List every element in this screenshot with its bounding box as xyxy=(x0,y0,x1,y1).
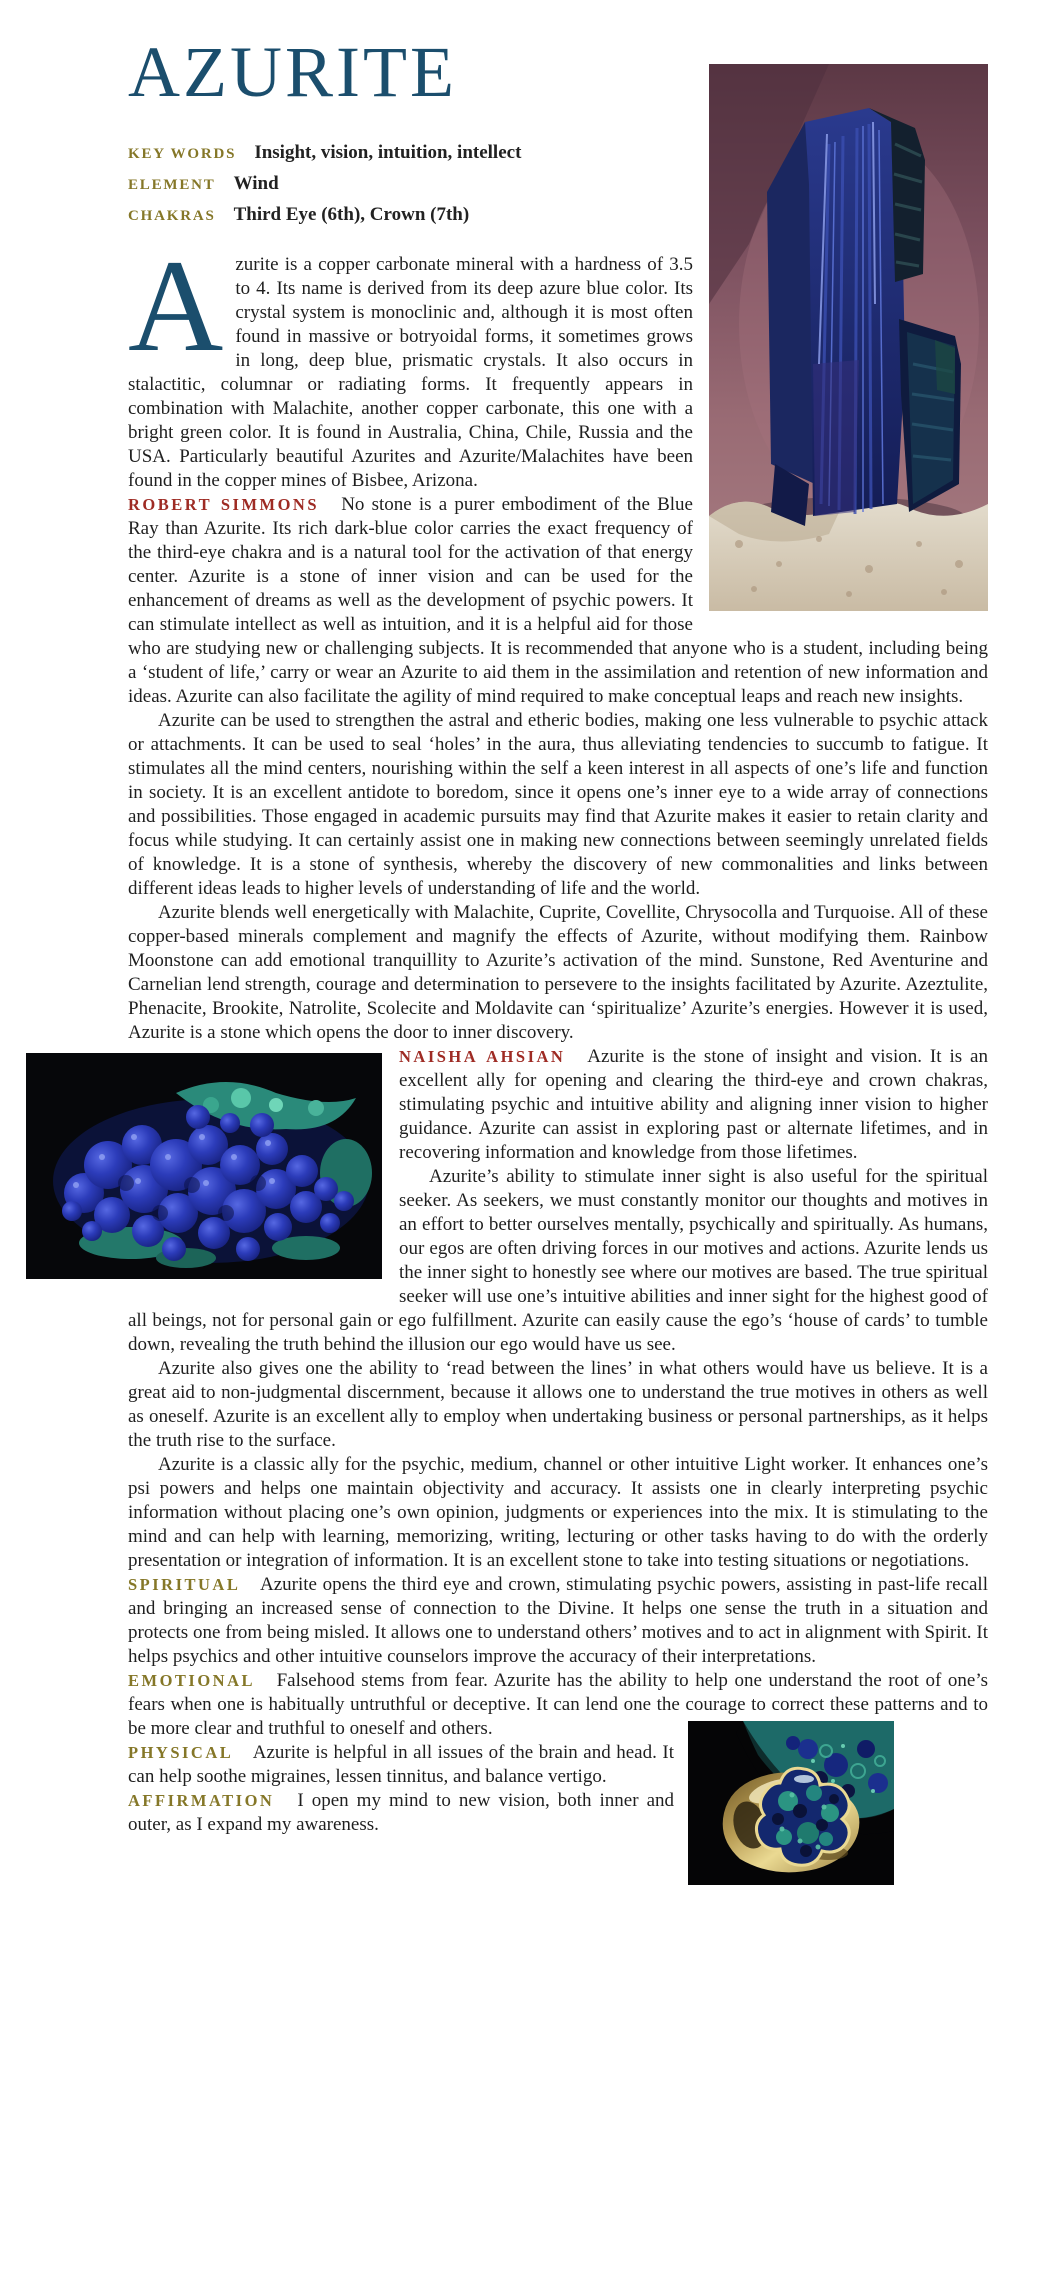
affirmation-text: I open my mind to new vision, both inner and outer, as I expand my awareness. xyxy=(128,1790,674,1835)
azurite-botryoidal-photo xyxy=(26,1053,382,1279)
naisha-ahsian-paragraph-3: Azurite also gives one the ability to ‘read between the lines’ in what others would have us believe. It is a great aid to non-judgmental discernment, because it allows one to understand the true motives in others as well as oneself. Azurite is an excellent ally to employ when undertaking business or personal partnerships, as it helps the truth rise to the surface. xyxy=(128,1358,988,1451)
naisha-ahsian-label: NAISHA AHSIAN xyxy=(399,1047,566,1066)
keywords-value: Insight, vision, intuition, intellect xyxy=(254,142,522,163)
naisha-ahsian-paragraph-4: Azurite is a classic ally for the psychic, medium, channel or other intuitive Light worker. It enhances one’s psi powers and helps one maintain objectivity and accuracy. It assists one in clearly interpreting psychic information without placing one’s own opinion, judgments or experiences into the mix. It is stimulating to the mind and can help with learning, memorizing, writing, lecturing or other tasks having to do with the orderly presentation or integration of information. It is an excellent stone to take into testing situations or negotiations. xyxy=(128,1454,988,1571)
emotional-paragraph xyxy=(128,1669,988,1741)
spiritual-text: Azurite opens the third eye and crown, stimulating psychic powers, assisting in past-life recall and bringing an increased sense of connection to the Divine. It helps one sense the truth in a situation and protects one from being misled. It allows one to understand others’ motives and to act in alignment with Spirit. It helps psychics and other intuitive counselors improve the accuracy of their interpretations. xyxy=(128,1574,988,1667)
emotional-label: EMOTIONAL xyxy=(128,1671,256,1690)
azurite-crystal-photo xyxy=(709,64,988,611)
intro-text: zurite is a copper carbonate mineral with a hardness of 3.5 to 4. Its name is derived from its deep azure blue color. Its crystal system is monoclinic and, although it is most often found in massive or botryoidal forms, it sometimes grows in long, deep blue, prismatic crystals. It also occurs in stalactitic, columnar or radiating forms. It frequently appears in combination with Malachite, another copper carbonate, this one with a bright green color. It is found in Australia, China, Chile, Russia and the USA. Particularly beautiful Azurites and Azurite/Malachites have been found in the copper mines of Bisbee, Arizona. xyxy=(128,254,693,491)
physical-text: Azurite is helpful in all issues of the brain and head. It can help soothe migraines, lessen tinnitus, and balance vertigo. xyxy=(128,1742,674,1787)
emotional-text-after: to correct these patterns and to be more clear and truthful to oneself and others. xyxy=(128,1694,988,1739)
azurite-crystal-illustration xyxy=(709,64,988,611)
robert-simmons-label: ROBERT SIMMONS xyxy=(128,495,320,514)
physical-label: PHYSICAL xyxy=(128,1743,234,1762)
azurite-ring-photo xyxy=(688,1721,894,1885)
element-value: Wind xyxy=(233,173,279,194)
robert-simmons-paragraph-2: Azurite can be used to strengthen the astral and etheric bodies, making one less vulnerable to psychic attack or attachments. It can be used to seal ‘holes’ in the aura, thus alleviating tendencies to succumb to fatigue. It stimulates all the mind centers, nourishing within the self a keen interest in all aspects of one’s life and function in society. It is an excellent antidote to boredom, since it opens one’s inner eye to a wide array of connections and possibilities. Those engaged in academic pursuits may find that Azurite makes it easier to retain clarity and focus while studying. It can certainly assist one in making new connections between seemingly unrelated fields of knowledge. It is a stone of synthesis, whereby the discovery of new commonalities and links between different ideas leads to higher levels of understanding of life and the world. xyxy=(128,710,988,899)
robert-simmons-text-1: No stone is a purer embodiment of the Blue Ray than Azurite. Its rich dark-blue color carries the exact frequency of the third-eye chakra and is a natural tool for the activation of that energy center. Azurite is a stone of inner vision and can be used for the enhancement of dreams as well as the development of psychic powers. It can stimulate intellect as well as intuition, and it is a helpful aid for those who are studying new or challenging subjects. It is recommended that anyone who is a student, including being a ‘student of life,’ carry or wear an Azurite to aid them in the assimilation and retention of new information and ideas. Azurite can also facilitate the agility of mind required to make conceptual leaps and reach new insights. xyxy=(128,494,988,707)
keywords-label: KEY WORDS xyxy=(128,146,237,162)
page-title: AZURITE xyxy=(128,32,457,112)
naisha-ahsian-text-1: Azurite is the stone of insight and vision. It is an excellent ally for opening and clearing the third-eye and crown chakras, stimulating psychic and intuitive ability and aligning inner vision to higher guidance. Azurite can assist in exploring past or alternate lifetimes, and in recovering information and knowledge from those lifetimes. xyxy=(399,1046,988,1163)
element-label: ELEMENT xyxy=(128,177,216,193)
drop-cap: A xyxy=(128,232,224,379)
chakras-label: CHAKRAS xyxy=(128,208,216,224)
azurite-ring-illustration xyxy=(688,1721,894,1885)
azurite-botryoidal-illustration xyxy=(26,1053,382,1279)
chakras-value: Third Eye (6th), Crown (7th) xyxy=(233,204,470,225)
emotional-text-before: Falsehood stems from fear. Azurite has the ability to help one understand the root of one’s fears when one is habitually untruthful or deceptive. It can lend one the courage xyxy=(128,1670,989,1715)
affirmation-label: AFFIRMATION xyxy=(128,1791,275,1810)
robert-simmons-paragraph-3: Azurite blends well energetically with Malachite, Cuprite, Covellite, Chrysocolla and Turquoise. All of these copper-based minerals complement and magnify the effects of Azurite, without modifying them. Rainbow Moonstone can add emotional tranquillity to Azurite’s activation of the mind. Sunstone, Red Aventurine and Carnelian lend strength, courage and determination to persevere to the insights facilitated by Azurite. Azeztulite, Phenacite, Brookite, Natrolite, Scolecite and Moldavite can ‘spiritualize’ Azurite’s energies. However it is used, Azurite is a stone which opens the door to inner discovery. xyxy=(128,902,988,1043)
spiritual-paragraph xyxy=(128,1573,988,1669)
spiritual-label: SPIRITUAL xyxy=(128,1575,241,1594)
naisha-ahsian-paragraph-2: Azurite’s ability to stimulate inner sight is also useful for the spiritual seeker. As seekers, we must constantly monitor our thoughts and motives in an effort to better ourselves mentally, psychically and spiritually. As humans, our egos are often driving forces in our motives and actions. Azurite lends us the inner sight to honestly see where our motives are based. The true spiritual seeker will use one’s intuitive abilities and inner sight for the highest good of all beings, not for personal gain or ego fulfillment. Azurite can easily cause the ego’s ‘house of cards’ to tumble down, revealing the truth behind the illusion our ego would have us see. xyxy=(128,1166,988,1355)
